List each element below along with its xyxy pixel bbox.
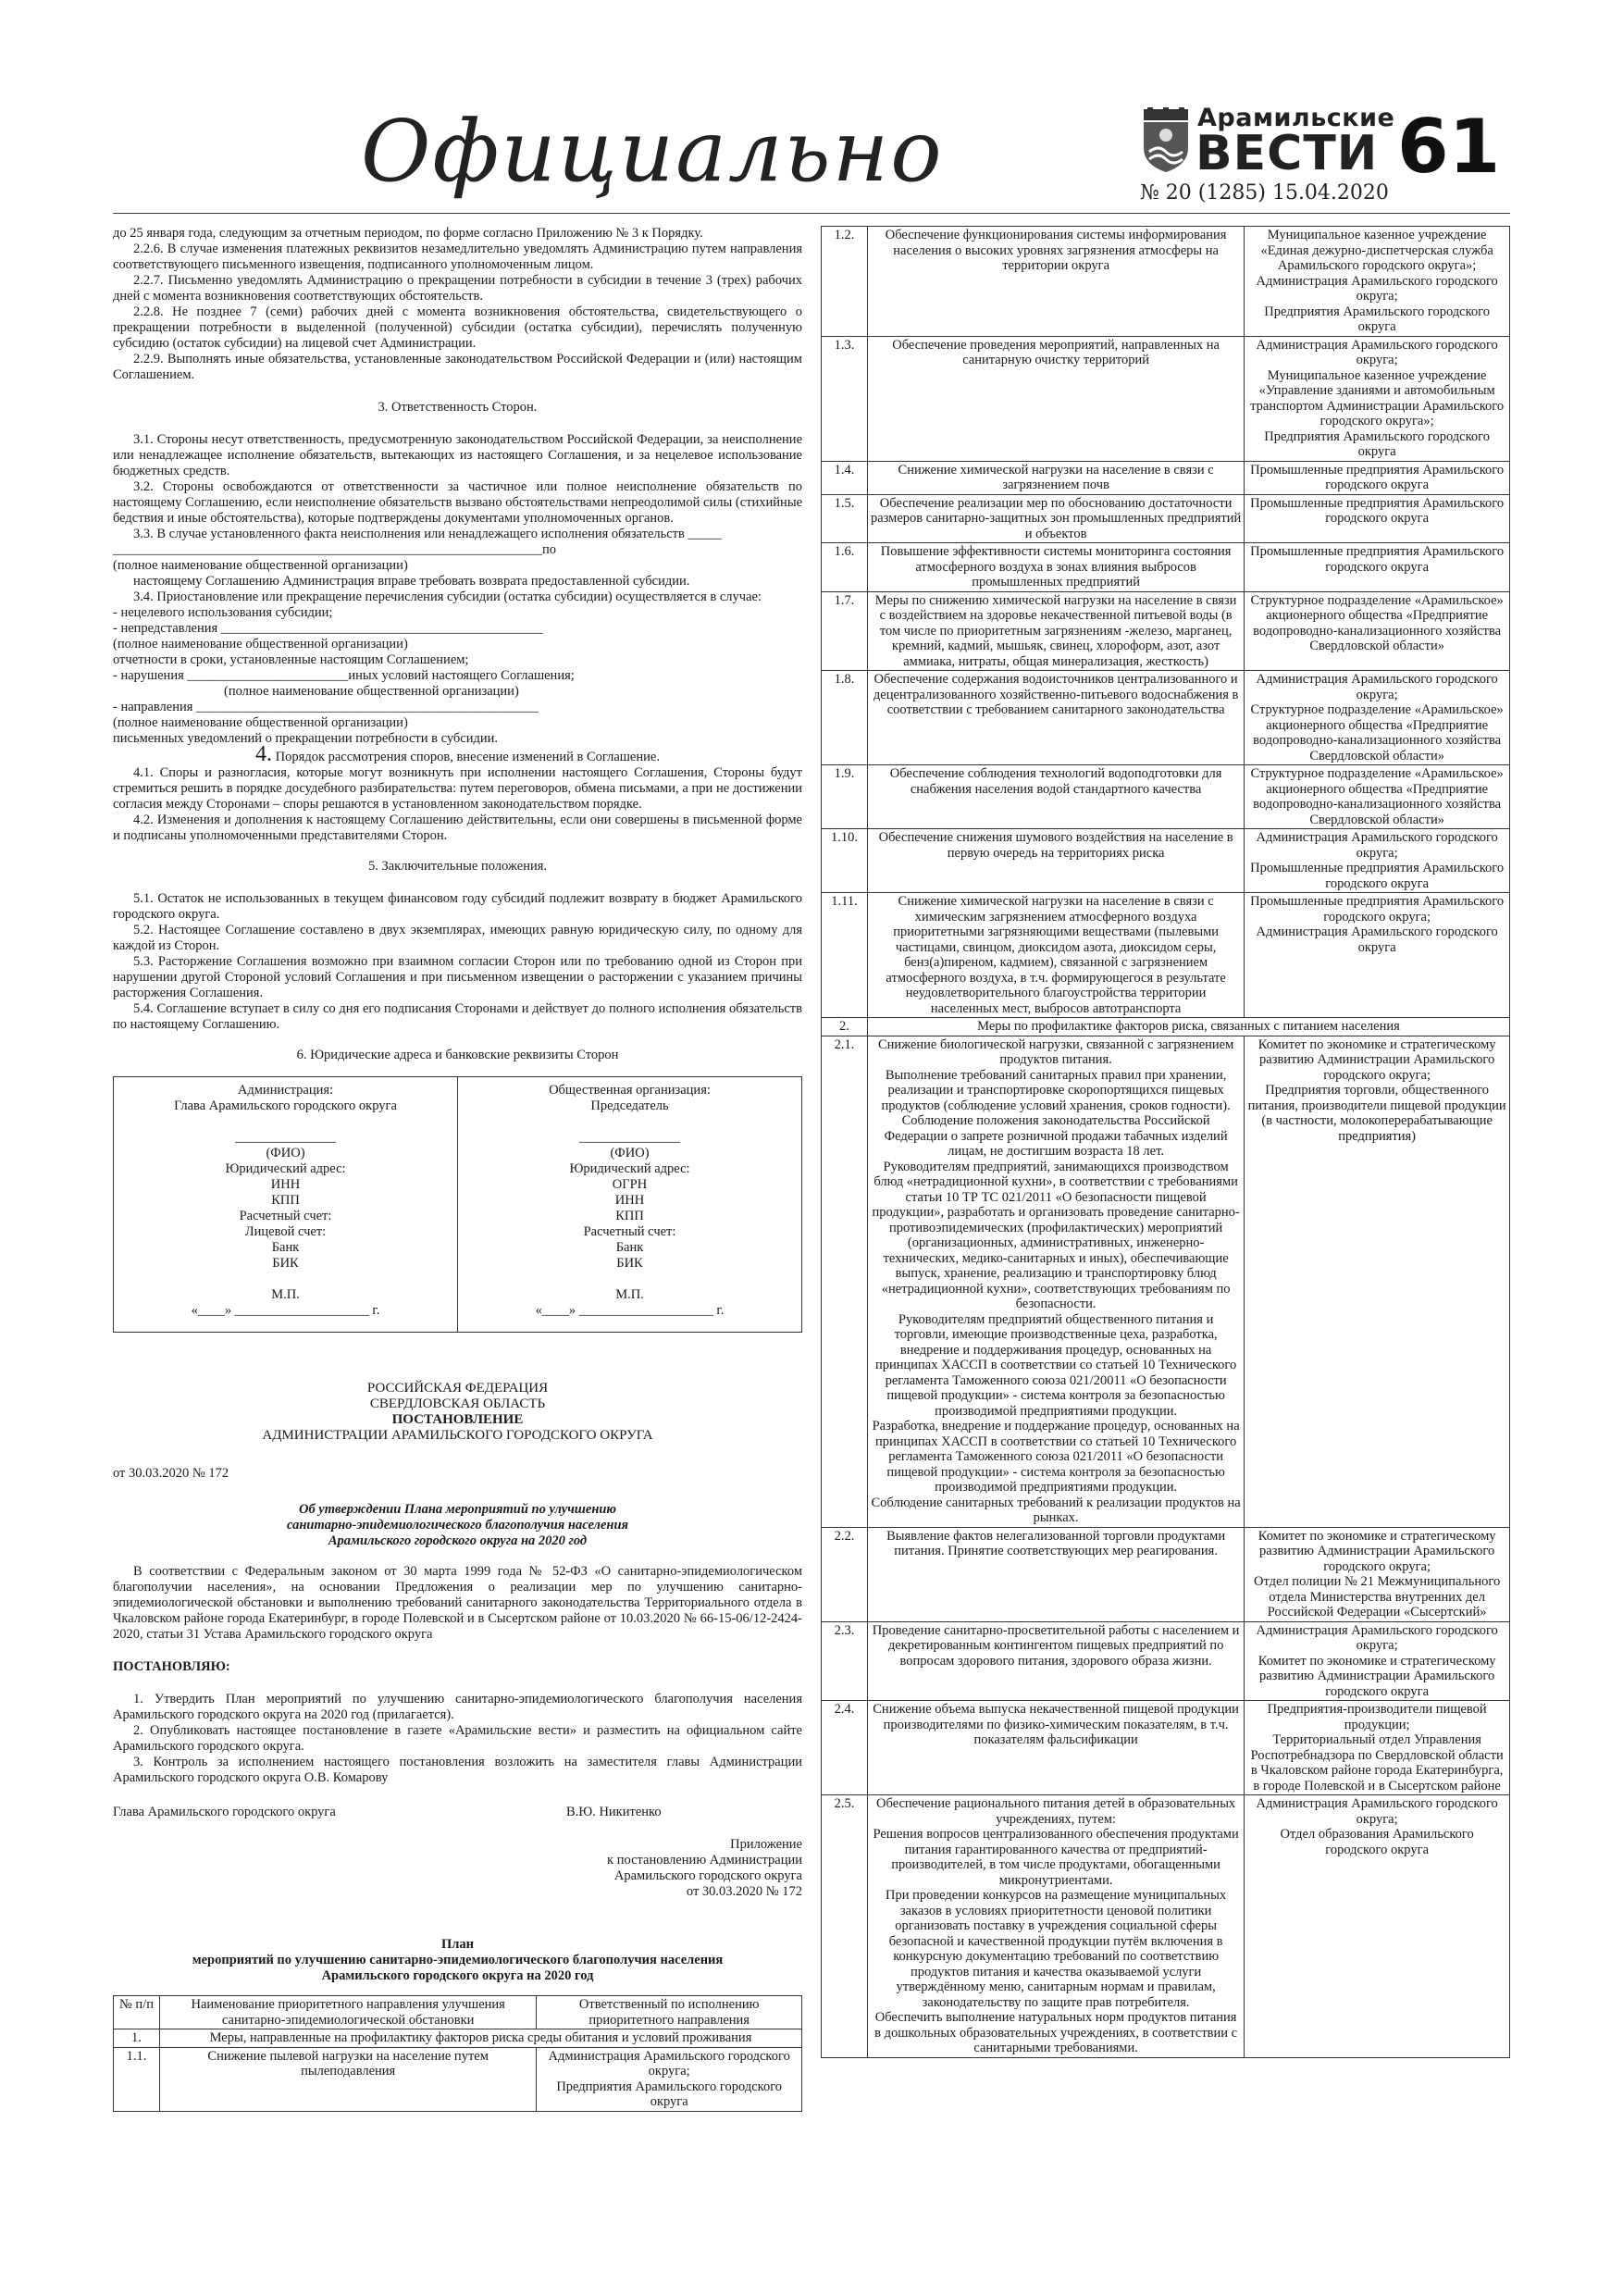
crest-icon <box>1140 107 1192 172</box>
requisite-line <box>123 1114 448 1130</box>
requisite-line: Расчетный счет: <box>583 1224 676 1239</box>
brand-small: Арамильские <box>1197 104 1395 132</box>
cell-line: Промышленные предприятия Арамильского городского округа <box>1250 462 1505 492</box>
cell-line: Решения вопросов централизованного обеспечения продуктами питания гарантированного качества от предприятий-производителей, в том числе продуктами, обогащенными микронутриентами. <box>873 1827 1239 1888</box>
table-row <box>822 461 1510 494</box>
requisite-line: Лицевой счет: <box>244 1224 327 1239</box>
table-cell <box>1245 829 1510 893</box>
cell-line: Администрация Арамильского городского округа; <box>1256 273 1498 304</box>
cell-line: Промышленные предприятия Арамильского городского округа; <box>1250 894 1505 925</box>
table-cell: 1.5. <box>822 494 868 543</box>
paragraph: 2.2.8. Не позднее 7 (семи) рабочих дней с момента возникновения обстоятельства, свидетельствующего о прекращении потребности в выделенной (полученной) субсидии (остатка субсидии), перечислять полученную субсидию (остаток субсидии) на лицевой счет Администрации. <box>113 304 802 351</box>
cell-line: Снижение химической нагрузки на население в связи с загрязнением почв <box>898 462 1214 492</box>
paragraph: настоящему Соглашению Администрация вправе требовать возврата предоставленной субсидии. <box>133 574 690 589</box>
cell-line: Комитет по экономике и стратегическому развитию Администрации Арамильского городского округа; <box>1258 1036 1496 1083</box>
cell-line: Выявление фактов нелегализованной торговли продуктами питания. Принятие соответствующих мер реагирования. <box>886 1528 1226 1558</box>
table-cell: 2.5. <box>822 1795 868 2058</box>
table-cell <box>867 1036 1244 1527</box>
cell-line: Обеспечение проведения мероприятий, направленных на санитарную очистку территорий <box>892 337 1220 367</box>
table-row <box>822 591 1510 671</box>
requisite-line <box>467 1272 792 1287</box>
table-cell: 1.4. <box>822 461 868 494</box>
cell-line: Снижение химической нагрузки на население в связи с химическим загрязнением атмосферного воздуха приоритетными загрязняющими веществами (пылевыми частицами, свинцом, диоксидом азота, диоксидом серы, бенз(а)пиреном, кадмием), связанной с загрязнением атмосферного воздуха, в т.ч. формирующегося в результате неудовлетворительного благоустройства территории населенных мест, выбросов автотранспорта <box>886 894 1226 1016</box>
section-heading: 3. Ответственность Сторон. <box>378 400 538 415</box>
table-header: Ответственный по исполнению приоритетного направления <box>537 1996 802 2029</box>
cell-line: Предприятия-производители пищевой продукции; <box>1267 1702 1487 1732</box>
table-cell: 1.2. <box>822 227 868 337</box>
requisite-line: (ФИО) <box>266 1146 305 1160</box>
requisite-line: Банк <box>271 1240 300 1255</box>
header-rule <box>113 213 1510 214</box>
paragraph: 2.2.6. В случае изменения платежных реквизитов незамедлительно уведомлять Администрацию путем направления соответствующего письменного извещения, подписанного уполномоченным лицом. <box>113 242 802 272</box>
cell-line: Промышленные предприятия Арамильского городского округа <box>1250 544 1505 575</box>
table-cell <box>867 494 1244 543</box>
table-cell <box>1245 1527 1510 1621</box>
section-heading: 6. Юридические адреса и банковские реквизиты Сторон <box>296 1048 619 1062</box>
table-cell <box>867 1795 1244 2058</box>
plan-table-continued <box>821 226 1510 2058</box>
table-row <box>822 1701 1510 1795</box>
table-row <box>114 2029 802 2048</box>
paragraph: 5.4. Соглашение вступает в силу со дня его подписания Сторонами и действует до полного исполнения обязательств по настоящему Соглашению. <box>113 1001 802 1032</box>
requisites-org <box>458 1077 802 1333</box>
requisite-line <box>123 1272 448 1287</box>
requisite-line: Банк <box>615 1240 644 1255</box>
table-row <box>822 543 1510 592</box>
requisite-line: (ФИО) <box>610 1146 650 1160</box>
cell-line: Меры по снижению химической нагрузки на население в связи с воздействием на здоровье некачественной питьевой воды (в том числе по приоритетным загрязнениям -железо, марганец, кремний, кадмий, мышьяк, свинец, хлороформ, азот, азот аммиака, нитраты, общая минерализация, жесткость) <box>874 592 1237 669</box>
requisite-line: КПП <box>615 1209 644 1223</box>
table-cell: Меры по профилактике факторов риска, связанных с питанием населения <box>867 1018 1509 1036</box>
paragraph: 4.1. Споры и разногласия, которые могут возникнуть при исполнении настоящего Соглашения, Стороны будут стремиться решить в порядке досудебного разбирательства: путем переговоров, обмена письмами, а при не достижении согласия между Сторонами – споры решаются в установленном законодательством порядке. <box>113 765 802 812</box>
order-heading: РОССИЙСКАЯ ФЕДЕРАЦИЯ СВЕРДЛОВСКАЯ ОБЛАСТЬ ПОСТАНОВЛЕНИЕ АДМИНИСТРАЦИИ АРАМИЛЬСКОГО ГОРОДСКОГО ОКРУГА <box>262 1381 653 1443</box>
table-cell <box>1245 1795 1510 2058</box>
list-item: отчетности в сроки, установленные настоящим Соглашением; <box>113 652 469 667</box>
table-cell <box>1245 591 1510 671</box>
newspaper-logo <box>1140 104 1395 181</box>
requisite-line: БИК <box>616 1256 643 1271</box>
requisite-line: КПП <box>271 1193 300 1208</box>
cell-line: Комитет по экономике и стратегическому развитию Администрации Арамильского городского округа <box>1258 1653 1496 1699</box>
cell-line: Предприятия торговли, общественного питания, производители пищевой продукции (в частности, молокоперерабатывающие предприятия) <box>1247 1083 1506 1144</box>
cell-line: Предприятия Арамильского городского округа <box>1264 304 1490 334</box>
table-row <box>822 336 1510 461</box>
table-cell <box>867 1527 1244 1621</box>
cell-line: Отдел образования Арамильского городского округа <box>1280 1827 1474 1857</box>
paragraph: 3. Контроль за исполнением настоящего постановления возложить на заместителя главы Администрации Арамильского городского округа О.В. Комарову <box>113 1755 802 1785</box>
table-cell <box>1245 494 1510 543</box>
table-cell <box>867 461 1244 494</box>
paragraph: 5.2. Настоящее Соглашение составлено в двух экземплярах, имеющих равную юридическую силу, по одному для каждой из Сторон. <box>113 923 802 953</box>
table-cell <box>867 893 1244 1018</box>
table-cell <box>1245 671 1510 765</box>
list-item: - направления ___________________________________________________ <box>113 700 539 714</box>
table-cell: 1.10. <box>822 829 868 893</box>
table-cell: 1.3. <box>822 336 868 461</box>
table-cell <box>1245 336 1510 461</box>
list-item: - непредставления ________________________________________________ <box>113 621 543 636</box>
appendix-note: Приложение к постановлению Администрации Арамильского городского округа от 30.03.2020 № 172 <box>607 1837 802 1899</box>
cell-line: Администрация Арамильского городского округа; <box>1256 672 1498 702</box>
cell-line: Повышение эффективности системы мониторинга состояния атмосферного воздуха в зонах влияния выбросов промышленных предприятий <box>880 544 1232 590</box>
brand-big: ВЕСТИ <box>1196 126 1379 181</box>
table-row <box>822 494 1510 543</box>
table-row <box>822 765 1510 829</box>
cell-line: Муниципальное казенное учреждение «Управление зданиями и автомобильным транспортом Администрации Арамильского городского округа»; <box>1250 367 1505 428</box>
cell-line: Администрация Арамильского городского округа; <box>1256 830 1498 861</box>
table-cell <box>1245 1621 1510 1701</box>
table-cell: 1. <box>114 2029 160 2048</box>
paragraph: ________________________________________________________________по <box>113 542 557 557</box>
table-cell: 2.1. <box>822 1036 868 1527</box>
requisite-line: Председатель <box>590 1098 669 1113</box>
signature-line: Глава Арамильского городского округа В.Ю. Никитенко <box>113 1805 662 1819</box>
table-cell <box>867 543 1244 592</box>
paragraph: 4.2. Изменения и дополнения к настоящему Соглашению действительны, если они совершены в письменной форме и подписаны уполномоченными представителями Сторон. <box>113 813 802 843</box>
cell-line: Комитет по экономике и стратегическому развитию Администрации Арамильского городского округа; <box>1258 1528 1496 1574</box>
table-row <box>822 893 1510 1018</box>
paragraph: 5.3. Расторжение Соглашения возможно при взаимном согласии Сторон или по требованию одной из Сторон при нарушении другой Стороной условий Соглашения и при письменном извещении о расторжении с указанием причины расторжения Соглашения. <box>113 954 802 1000</box>
table-cell <box>867 671 1244 765</box>
table-cell: 2. <box>822 1018 868 1036</box>
section-heading: 5. Заключительные положения. <box>367 859 548 874</box>
cell-line: Руководителям предприятий общественного питания и торговли, имеющие производственные цеха, разработка, внедрение и поддерживания процедур, основанных на принципах ХАССП в соответствии со статьей 10 Технического регламента Таможенного союза 021/20011 «О безопасности пищевой продукции» - система контроля за безопасностью производимой предприятиями продукции. <box>874 1311 1237 1419</box>
requisite-line: М.П. <box>615 1287 644 1302</box>
page-number: 61 <box>1397 104 1501 190</box>
decree-word: ПОСТАНОВЛЯЮ: <box>113 1659 230 1674</box>
cell-line: Обеспечение содержания водоисточников централизованного и децентрализованного хозяйственно-питьевого водоснабжения в соответствии с требованием санитарного законодательства <box>873 672 1239 717</box>
requisite-line: Юридический адрес: <box>569 1161 690 1176</box>
cell-line: Обеспечение снижения шумового воздействия на население в первую очередь на территориях риска <box>878 830 1233 861</box>
paragraph: (полное наименование общественной организации) <box>113 558 408 573</box>
cell-line: Администрация Арамильского городского округа <box>1256 925 1498 955</box>
paragraph: 1. Утвердить План мероприятий по улучшению санитарно-эпидемиологического благополучия населения Арамильского городского округа на 2020 год (прилагается). <box>113 1692 802 1722</box>
cell-line: Снижение объема выпуска некачественной пищевой продукции производителями по физико-химическим показателям, в т.ч. показателям фальсификации <box>873 1702 1239 1747</box>
list-item: (полное наименование общественной организации) <box>113 637 408 652</box>
table-cell: 2.2. <box>822 1527 868 1621</box>
table-cell: Администрация Арамильского городского округа; Предприятия Арамильского городского округа <box>537 2047 802 2111</box>
paragraph: В соответствии с Федеральным законом от 30 марта 1999 года № 52-ФЗ «О санитарно-эпидемиологическом благополучии населения», на основании Предложения о реализации мер по улучшению санитарно- эпидемиологической обстановки и выполнению требований санитарного законодательства Территориального отдела в Чкаловском районе города Екатеринбург, в городе Полевской и в Сысертском районе от 10.03.2020 № 66-15-06/12-2424-2020, статьи 31 Устава Арамильского городского округа <box>113 1564 802 1642</box>
paragraph: 3.1. Стороны несут ответственность, предусмотренную законодательством Российской Федерации, за неисполнение или ненадлежащее исполнение обязательств, вытекающих из настоящего Соглашения, и за нецелевое использование бюджетных средств. <box>113 432 802 478</box>
list-item: - нецелевого использования субсидии; <box>113 605 333 620</box>
cell-line: Соблюдение санитарных требований к реализации продуктов на рынках. <box>871 1495 1241 1525</box>
table-row <box>114 1996 802 2029</box>
requisite-line: ИНН <box>614 1193 645 1208</box>
cell-line: Промышленные предприятия Арамильского городского округа <box>1250 495 1505 526</box>
list-item: - нарушения ________________________иных условий настоящего Соглашения; <box>113 668 575 683</box>
requisite-line: Глава Арамильского городского округа <box>174 1098 397 1113</box>
paragraph: 5.1. Остаток не использованных в текущем финансовом году субсидий подлежит возврату в бюджет Арамильского городского округа. <box>113 891 802 922</box>
paragraph: 2.2.9. Выполнять иные обязательства, установленные законодательством Российской Федерации и (или) настоящим Соглашением. <box>113 352 802 382</box>
table-header: № п/п <box>114 1996 160 2029</box>
table-cell <box>867 765 1244 829</box>
cell-line: Соблюдение положения законодательства Российской Федерации о запрете розничной продажи табачных изделий лицам, не достигшим возраста 18 лет. <box>884 1113 1228 1159</box>
paragraph: до 25 января года, следующим за отчетным периодом, по форме согласно Приложению № 3 к Порядку. <box>113 226 703 241</box>
cell-line: Снижение биологической нагрузки, связанной с загрязнением продуктов питания. <box>877 1036 1234 1067</box>
section-heading: 4. Порядок рассмотрения споров, внесение изменений в Соглашение. <box>255 742 660 766</box>
table-cell: 1.6. <box>822 543 868 592</box>
cell-line: Обеспечение реализации мер по обоснованию достаточности размеров санитарно-защитных зон промышленных предприятий и объектов <box>870 495 1242 541</box>
table-cell <box>1245 461 1510 494</box>
cell-line: Администрация Арамильского городского округа; <box>1256 337 1498 367</box>
list-item: (полное наименование общественной организации) <box>113 715 408 730</box>
cell-line: Обеспечение функционирования системы информирования населения о высоких уровнях загрязнения атмосферы на территории округа <box>885 228 1227 273</box>
table-cell <box>1245 543 1510 592</box>
cell-line: Выполнение требований санитарных правил при хранении, реализации и транспортировке скоропортящихся пищевых продуктов (соблюдение условий хранения, сроков годности). <box>881 1067 1231 1113</box>
requisite-line: М.П. <box>271 1287 300 1302</box>
table-row <box>822 1621 1510 1701</box>
table-cell: 2.4. <box>822 1701 868 1795</box>
requisite-line: Расчетный счет: <box>239 1209 332 1223</box>
table-cell <box>867 829 1244 893</box>
table-cell <box>1245 1036 1510 1527</box>
requisite-line: _______________ <box>235 1130 336 1145</box>
cell-line: Территориальный отдел Управления Роспотребнадзора по Свердловской области в Чкаловском районе города Екатеринбурга, в городе Полевской и в Сысертском районе <box>1250 1732 1504 1793</box>
cell-line: Отдел полиции № 21 Межмуниципального отдела Министерства внутренних дел Российской Федерации «Сысертский» <box>1254 1574 1501 1620</box>
cell-line: Структурное подразделение «Арамильское» акционерного общества «Предприятие водопроводно-канализационного хозяйства Свердловской области» <box>1250 702 1504 763</box>
cell-line: Обеспечение рационального питания детей в образовательных учреждениях, путем: <box>876 1796 1236 1827</box>
paragraph: 2. Опубликовать настоящее постановление в газете «Арамильские вести» и разместить на официальном сайте Арамильского городского округа. <box>113 1723 802 1754</box>
table-cell: Снижение пылевой нагрузки на население путем пылеподавления <box>159 2047 536 2111</box>
requisite-line: _______________ <box>579 1130 680 1145</box>
requisite-line: ИНН <box>270 1177 301 1192</box>
table-cell: Меры, направленные на профилактику факторов риска среды обитания и условий проживания <box>159 2029 801 2048</box>
table-header: Наименование приоритетного направления улучшения санитарно-эпидемиологической обстановки <box>159 1996 536 2029</box>
table-row <box>822 1018 1510 1036</box>
requisite-line: Администрация: <box>237 1083 334 1098</box>
requisite-line: ОГРН <box>612 1177 648 1192</box>
requisite-line <box>467 1114 792 1130</box>
table-cell <box>867 1621 1244 1701</box>
cell-line: Руководителям предприятий, занимающихся производством блюд «нетрадиционной кухни», в соответствии с требованиями статьи 10 ТР ТС 021/2011 «О безопасности пищевой продукции», разработать и организовать проведение санитарно- противоэпидемических (профилактических) мероприятий (организационных, административных, инженерно-технических, медико-санитарных и иных), обеспечивающие выпуск, хранение, реализацию и транспортировку блюд «нетрадиционной кухни», соответствующих требованиям по безопасности. <box>872 1159 1240 1311</box>
order-title: Об утверждении Плана мероприятий по улучшению санитарно-эпидемиологического благополучия населения Арамильского городского округа на 2020 год <box>287 1502 628 1548</box>
table-cell: 1.9. <box>822 765 868 829</box>
issue-info: № 20 (1285) 15.04.2020 <box>1140 181 1389 205</box>
section-title: Официально <box>361 102 944 201</box>
cell-line: Проведение санитарно-просветительной работы с населением и декретированным контингентом пищевых предприятий по вопросам здорового питания, здорового образа жизни. <box>872 1622 1240 1669</box>
table-cell: 2.3. <box>822 1621 868 1701</box>
requisite-line: «____» ____________________ г. <box>535 1303 725 1318</box>
cell-line: Предприятия Арамильского городского округа <box>1264 428 1490 459</box>
table-row <box>114 2047 802 2111</box>
cell-line: Промышленные предприятия Арамильского городского округа <box>1250 861 1505 891</box>
requisite-line: Юридический адрес: <box>225 1161 346 1176</box>
cell-line: Администрация Арамильского городского округа; <box>1256 1622 1498 1653</box>
table-cell: 1.11. <box>822 893 868 1018</box>
requisite-line: «____» ____________________ г. <box>191 1303 380 1318</box>
cell-line: Обеспечение соблюдения технологий водоподготовки для снабжения населения водой стандартного качества <box>889 766 1222 797</box>
table-cell <box>1245 893 1510 1018</box>
cell-line: Структурное подразделение «Арамильское» акционерного общества «Предприятие водопроводно-канализационного хозяйства Свердловской области» <box>1250 766 1504 827</box>
order-date: от 30.03.2020 № 172 <box>113 1466 229 1481</box>
paragraph: 3.3. В случае установленного факта неисполнения или ненадлежащего исполнения обязательств _____ <box>133 527 722 541</box>
table-row <box>822 227 1510 337</box>
table-cell: 1.7. <box>822 591 868 671</box>
table-cell <box>867 591 1244 671</box>
plan-heading: План мероприятий по улучшению санитарно-эпидемиологического благополучия населения Арамильского городского округа на 2020 год <box>192 1937 724 1983</box>
table-cell <box>1245 765 1510 829</box>
cell-line: Разработка, внедрение и поддержание процедур, основанных на принципах ХАССП в соответствии со статьей 10 Технического регламента Таможенного союза 021/2011 «О безопасности пищевой продукции» - система контроля за безопасностью производимой предприятиями продукции. <box>872 1419 1240 1495</box>
cell-line: Администрация Арамильского городского округа; <box>1256 1796 1498 1827</box>
table-row <box>822 1527 1510 1621</box>
table-cell: 1.8. <box>822 671 868 765</box>
paragraph: 2.2.7. Письменно уведомлять Администрацию о прекращении потребности в субсидии в течение 3 (трех) рабочих дней с момента возникновения соответствующих обстоятельств. <box>113 273 802 304</box>
paragraph: 3.2. Стороны освобождаются от ответственности за частичное или полное неисполнение обязательств по настоящему Соглашению, если неисполнение обязательств вызвано обстоятельствами непреодолимой силы (стихийные бедствия и иные обстоятельства), которые подтверждены документами уполномоченных органов. <box>113 479 802 526</box>
left-column <box>113 226 802 2112</box>
table-row <box>822 1036 1510 1527</box>
requisites-admin <box>114 1077 458 1333</box>
requisite-line: Общественная организация: <box>549 1083 711 1098</box>
cell-line: Структурное подразделение «Арамильское» акционерного общества «Предприятие водопроводно-канализационного хозяйства Свердловской области» <box>1250 592 1504 653</box>
table-row <box>822 671 1510 765</box>
cell-line: При проведении конкурсов на размещение муниципальных заказов в условиях приоритетности ценовой политики организовать поставку в учреждения социальной сферы безопасной и качественной продукции путём включения в конкурсную документацию требований по соответствию продуктов питания и качества оказываемой услуги утверждённому меню, санитарным нормам и правилам, законодательству по защите прав потребителя. <box>886 1888 1227 2010</box>
table-cell <box>867 1701 1244 1795</box>
list-item: (полное наименование общественной организации) <box>224 684 519 699</box>
requisites-table <box>113 1076 802 1333</box>
list-item: письменных уведомлений о прекращении потребности в субсидии. <box>113 731 499 746</box>
cell-line: Муниципальное казенное учреждение «Единая дежурно-диспетчерская служба Арамильского городского округа»; <box>1260 228 1493 273</box>
table-cell <box>867 227 1244 337</box>
table-row <box>822 1795 1510 2058</box>
plan-table <box>113 1995 802 2112</box>
requisite-line: БИК <box>272 1256 299 1271</box>
cell-line: Обеспечить выполнение натуральных норм продуктов питания в дошкольных образовательных учреждениях, в соответствии с санитарными требованиями. <box>874 2010 1238 2055</box>
table-cell <box>867 336 1244 461</box>
table-cell <box>1245 227 1510 337</box>
table-cell <box>1245 1701 1510 1795</box>
table-row <box>822 829 1510 893</box>
table-cell: 1.1. <box>114 2047 160 2111</box>
paragraph: 3.4. Приостановление или прекращение перечисления субсидии (остатка субсидии) осуществляется в случае: <box>133 590 762 604</box>
